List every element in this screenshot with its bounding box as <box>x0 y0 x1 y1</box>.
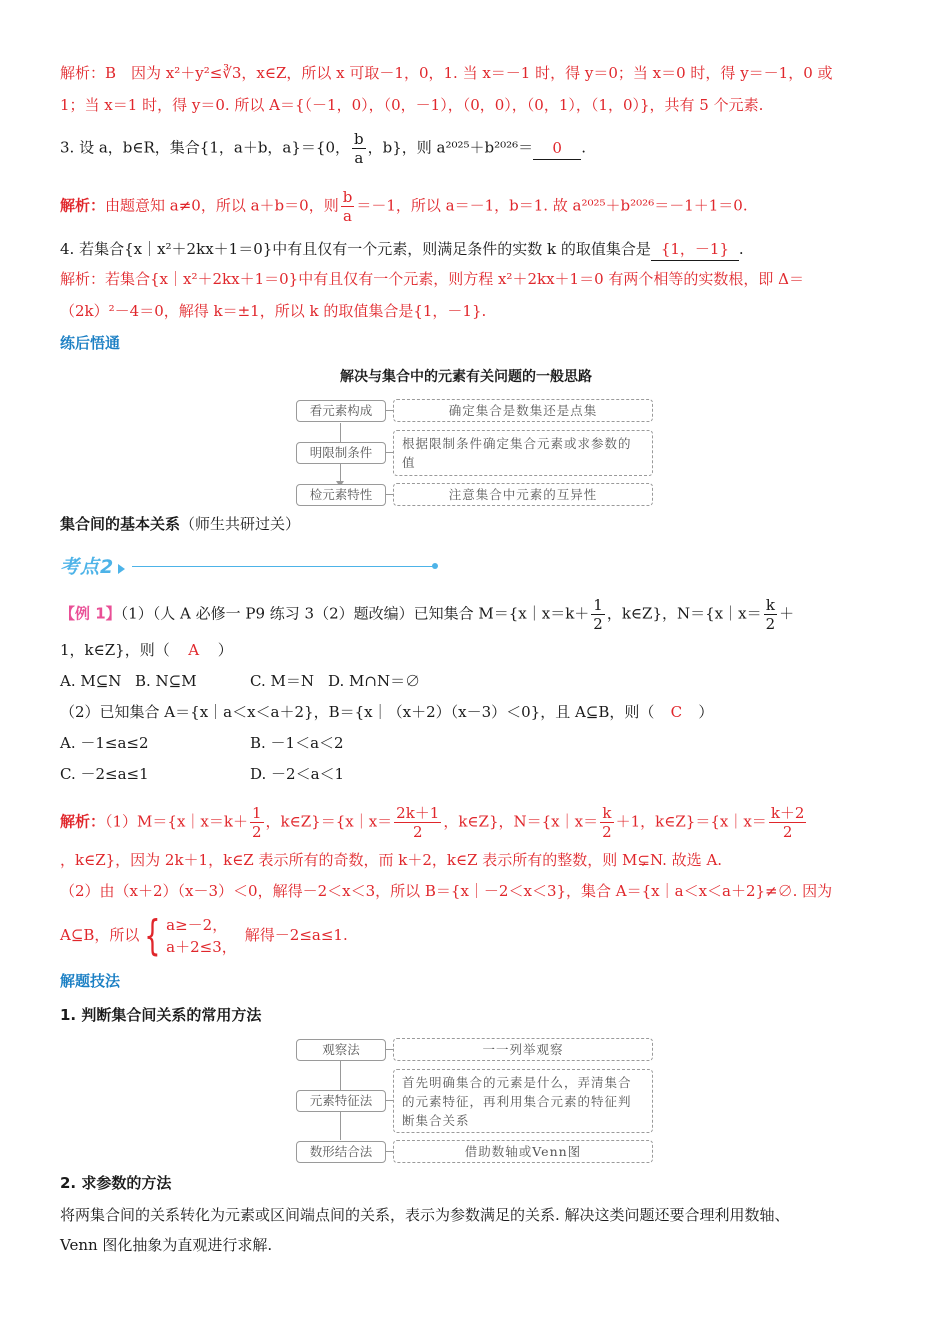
flow-1-step-1: 看元素构成 <box>296 400 386 422</box>
flow-1-title: 解决与集合中的元素有关问题的一般思路 <box>340 369 592 385</box>
flow-1-step-3: 检元素特性 <box>296 484 386 506</box>
flow-1-desc-1: 确定集合是数集还是点集 <box>393 399 653 422</box>
fraction-b-over-a: $\frac{b}{a}$ <box>342 188 353 225</box>
solution-3: 解析：由题意知 a≠0，所以 a＋b＝0，则 $\frac{b}{a}$ ＝－1，所以 a＝－1，b＝1. 故 a²⁰²⁵＋b²⁰²⁶＝－1＋1＝0. <box>60 188 748 225</box>
paragraph-line-2: Venn 图化抽象为直观进行求解. <box>60 1236 273 1254</box>
solution-2-line-2: 1；当 x＝1 时，得 y＝0. 所以 A＝{（－1，0），（0，－1），（0，0），（0，1），（1，0）}，共有 5 个元素. <box>60 96 764 114</box>
left-brace: { <box>144 911 161 960</box>
flow-2-step-2: 元素特征法 <box>296 1090 386 1112</box>
example-1-solution-line-3: （2）由（x＋2）（x－3）＜0，解得－2＜x＜3，所以 B＝{x｜－2＜x＜3}，集合 A＝{x｜a＜x＜a＋2}≠∅. 因为 <box>60 882 833 900</box>
flow-2-step-3: 数形结合法 <box>296 1141 386 1163</box>
answer-2: C <box>670 703 683 721</box>
flow-2-desc-2: 首先明确集合的元素是什么，弄清集合的元素特征，再利用集合元素的特征判断集合关系 <box>393 1069 653 1133</box>
question-4: 4. 若集合{x｜x²＋2kx＋1＝0}中有且仅有一个元素，则满足条件的实数 k 的取值集合是 {1，－1} . <box>60 238 744 261</box>
example-1-solution-line-1: 解析：（1）M＝{x｜x＝k＋ $\frac{1}{2}$ ，k∈Z}＝{x｜x＝ $\frac{2k+1}{2}$ ，k∈Z}，N＝{x｜x＝ $\frac{k}{2}$ ＋1，k∈Z}＝{x｜x＝ $\frac{k+2}{2}$ <box>60 804 805 841</box>
inequality-system: a≥－2， a＋2≤3， <box>166 916 237 956</box>
example-1-solution-line-4: A⊆B，所以 { a≥－2， a＋2≤3， 解得－2≤a≤1. <box>60 911 348 960</box>
answer-blank: 0 <box>533 137 581 160</box>
triangle-icon <box>118 564 125 574</box>
flow-1-step-2: 明限制条件 <box>296 442 386 464</box>
flow-2-desc-3: 借助数轴或Venn图 <box>393 1140 653 1163</box>
heading-2: 2. 求参数的方法 <box>60 1174 172 1192</box>
example-1-part-2: （2）已知集合 A＝{x｜a＜x＜a＋2}，B＝{x｜（x＋2）（x－3）＜0}，且 A⊆B，则（ C ） <box>60 703 714 721</box>
solution-4-line-1: 解析：若集合{x｜x²＋2kx＋1＝0}中有且仅有一个元素，则方程 x²＋2kx＋1＝0 有两个相等的实数根，即 Δ＝ <box>60 270 804 288</box>
example-1-solution-line-2: ，k∈Z}，因为 2k＋1，k∈Z 表示所有的奇数，而 k＋2，k∈Z 表示所有的整数，则 M⊊N. 故选 A. <box>60 851 723 869</box>
question-3: 3. 设 a，b∈R，集合{1，a＋b，a}＝{0， $\frac{b}{a}$ ，b}，则 a²⁰²⁵＋b²⁰²⁶＝ 0 . <box>60 130 586 167</box>
flow-2-step-1: 观察法 <box>296 1039 386 1061</box>
options-2-row-2: C. －2≤a≤1 D. －2＜a＜1 <box>60 765 345 783</box>
divider <box>132 566 434 567</box>
section-lianhou-wutong: 练后悟通 <box>60 334 121 352</box>
paragraph-line-1: 将两集合间的关系转化为元素或区间端点间的关系，表示为参数满足的关系. 解决这类问题还要合理利用数轴、 <box>60 1206 790 1224</box>
flow-1-desc-2: 根据限制条件确定集合元素或求参数的值 <box>393 430 653 476</box>
options-1: A. M⊆N B. N⊆M C. M＝N D. M∩N＝∅ <box>60 672 421 690</box>
example-1-line-2: 1，k∈Z}，则（ A ） <box>60 641 233 659</box>
fraction-b-over-a: $\frac{b}{a}$ <box>354 130 364 167</box>
section-title: 集合间的基本关系（师生共研过关） <box>60 515 301 533</box>
kaodian-2-badge: 考点2 <box>60 552 125 579</box>
dot-icon <box>432 563 438 569</box>
answer-1: A <box>188 641 200 659</box>
solution-2-line-1: 解析：B 因为 x²＋y²≤∛3，x∈Z，所以 x 可取－1，0，1. 当 x＝－1 时，得 y＝0；当 x＝0 时，得 y＝－1，0 或 <box>60 64 833 82</box>
options-2-row-1: A. －1≤a≤2 B. －1＜a＜2 <box>60 734 344 752</box>
section-jieti-jifa: 解题技法 <box>60 972 121 990</box>
answer-blank: {1，－1} <box>651 238 739 261</box>
solution-4-line-2: （2k）²－4＝0，解得 k＝±1，所以 k 的取值集合是{1，－1}. <box>60 302 487 320</box>
heading-1: 1. 判断集合间关系的常用方法 <box>60 1006 262 1024</box>
example-1-line-1: 【例 1】（1）（人 A 必修一 P9 练习 3（2）题改编）已知集合 M＝{x｜x＝k＋ $\frac{1}{2}$ ，k∈Z}，N＝{x｜x＝ $\frac{k}{2}$ ＋ <box>60 596 795 633</box>
flow-1-desc-3: 注意集合中元素的互异性 <box>393 483 653 506</box>
flow-2-desc-1: 一一列举观察 <box>393 1038 653 1061</box>
